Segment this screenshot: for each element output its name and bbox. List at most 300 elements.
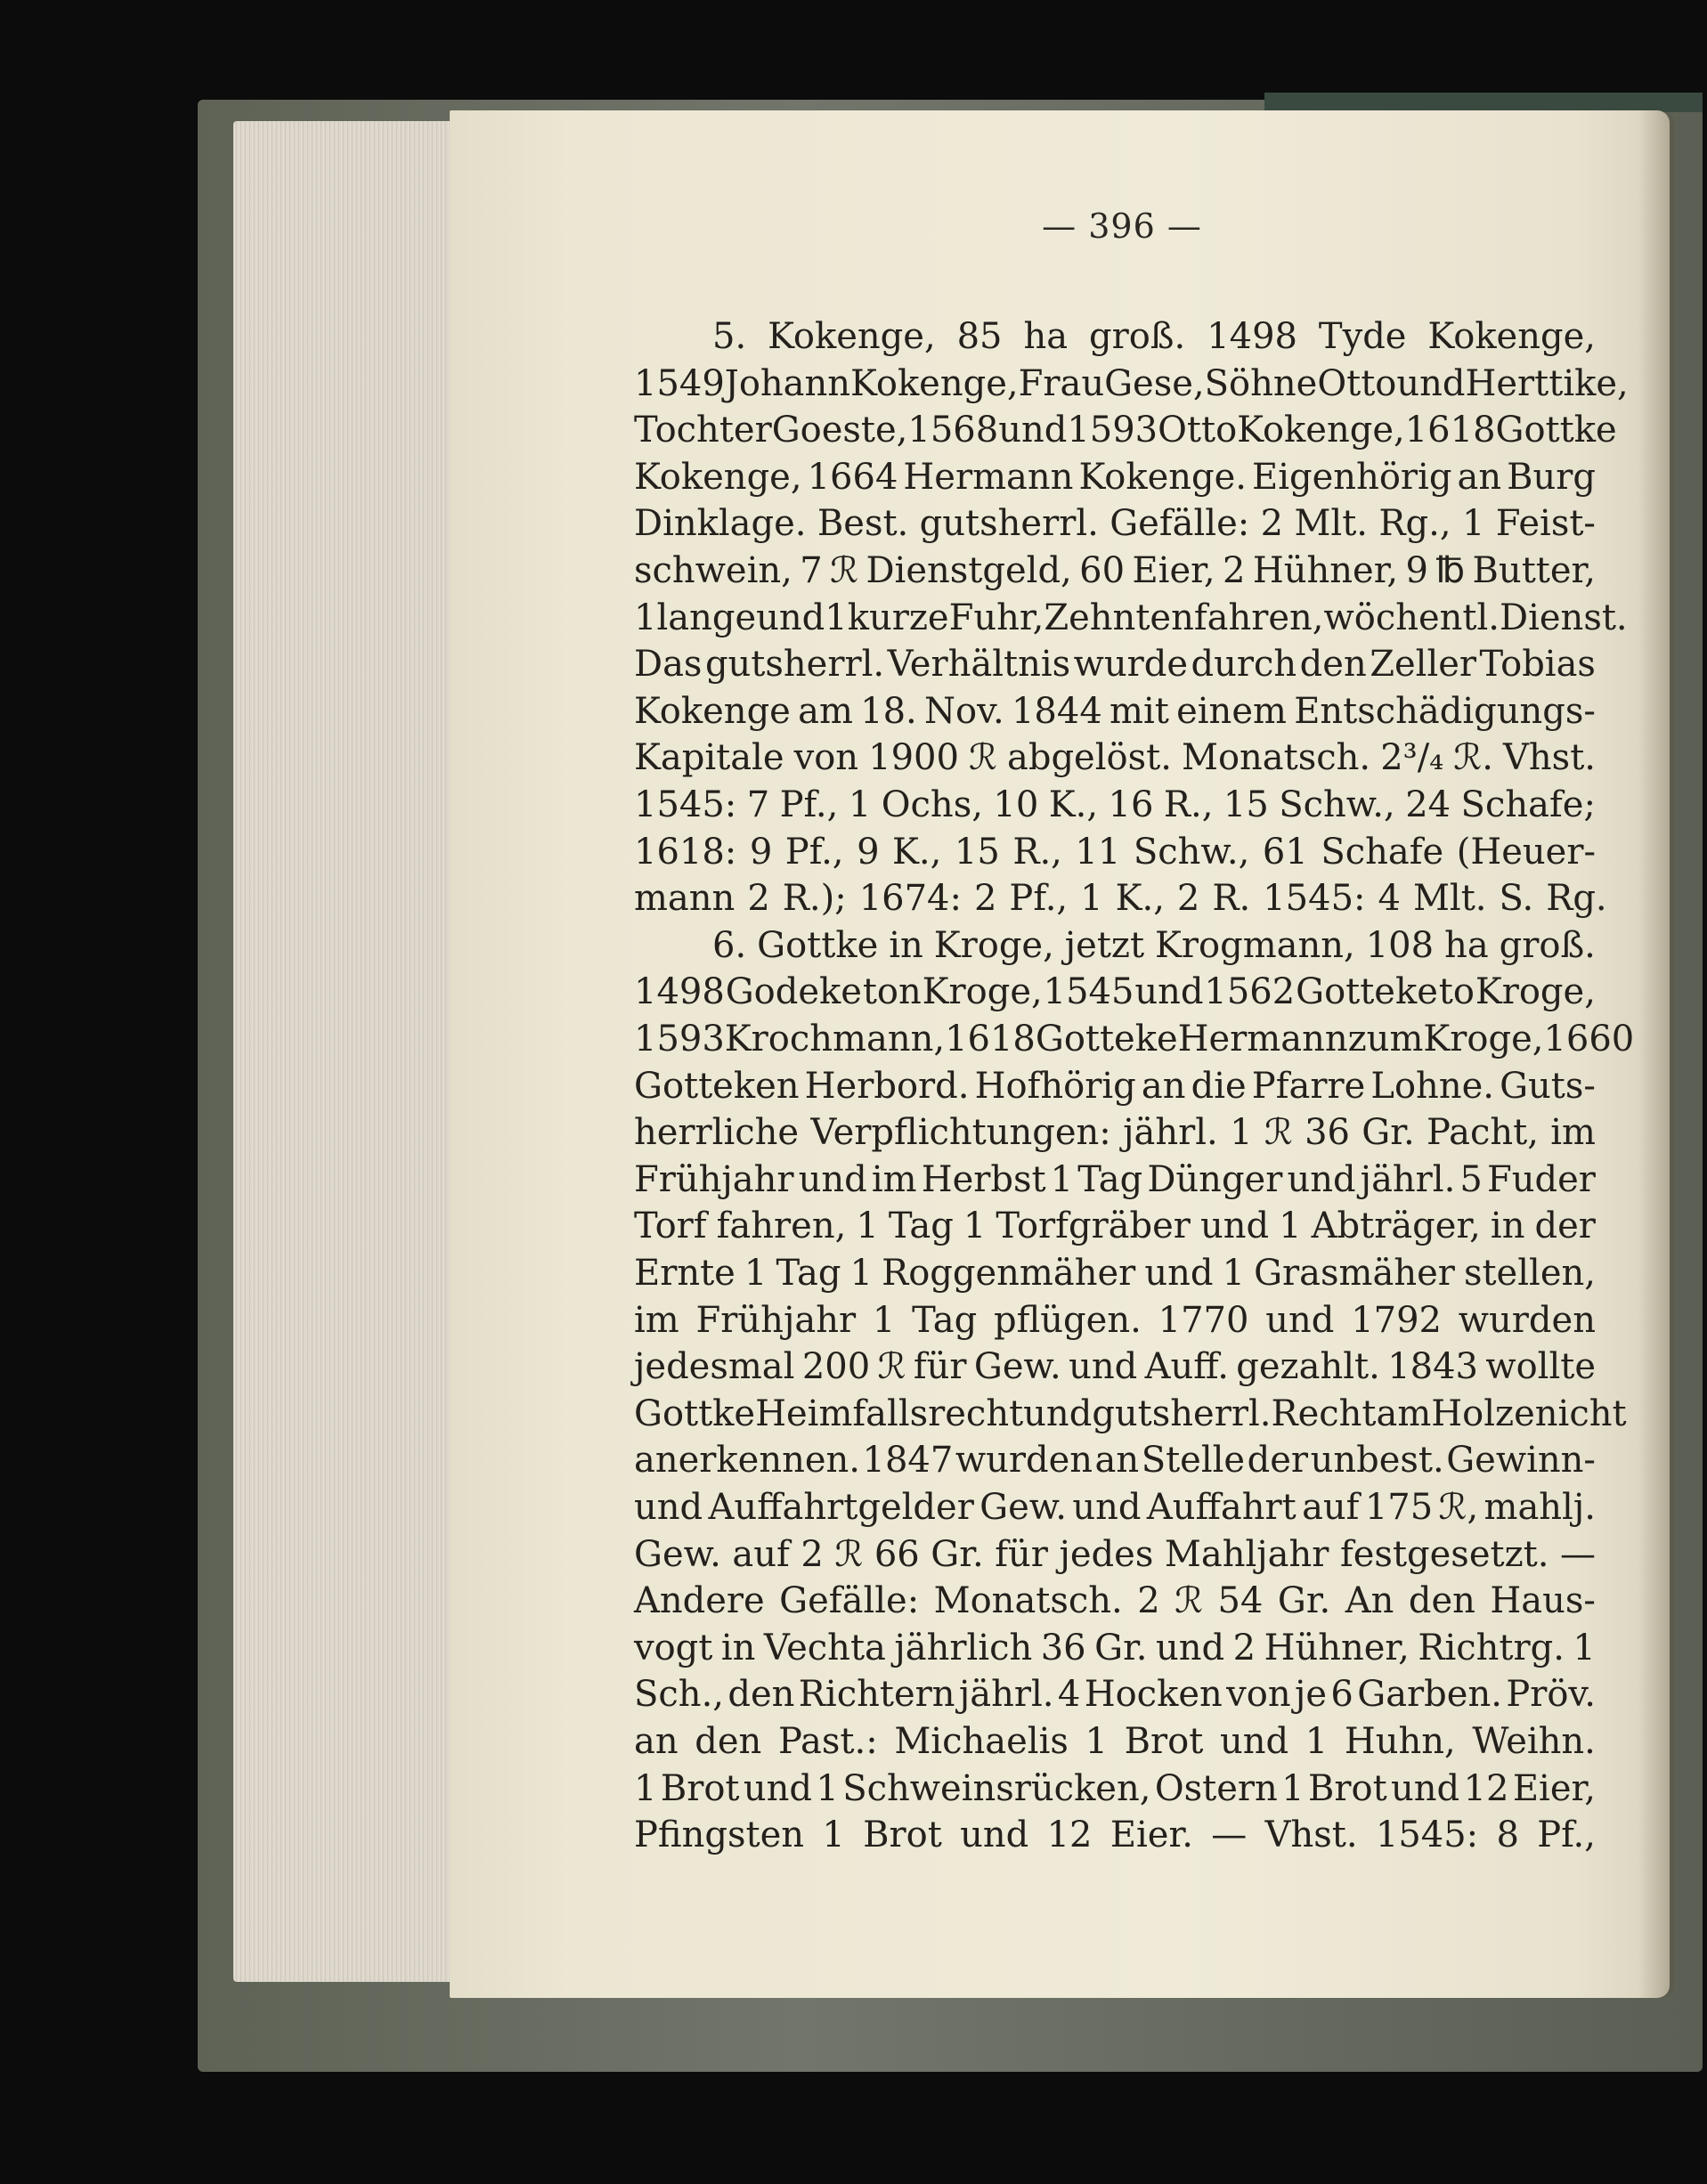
text-word: 5. bbox=[712, 316, 747, 357]
text-word: Gefälle: bbox=[1110, 503, 1250, 545]
text-word: Gr. bbox=[1277, 1580, 1331, 1622]
text-word: Pf., bbox=[779, 784, 839, 825]
text-word: und bbox=[1156, 1627, 1225, 1668]
text-word: 15 bbox=[1223, 784, 1269, 825]
text-word: durch bbox=[1191, 644, 1297, 686]
text-word: 8 bbox=[1496, 1815, 1519, 1856]
text-word: Godeke bbox=[725, 971, 862, 1013]
text-word: 1618 bbox=[945, 1019, 1036, 1060]
text-word: 4 bbox=[1057, 1674, 1081, 1716]
text-word: 1498 bbox=[634, 971, 725, 1013]
text-word: Weihn. bbox=[1472, 1721, 1596, 1762]
text-line bbox=[634, 1297, 1596, 1344]
text-word: Michaelis bbox=[894, 1721, 1069, 1762]
text-word: Auffahrt bbox=[1146, 1487, 1297, 1528]
text-word: Gottke bbox=[634, 1392, 756, 1434]
text-line bbox=[634, 829, 1596, 875]
text-word: Dienst. bbox=[1500, 597, 1628, 638]
text-word: to bbox=[1438, 971, 1475, 1013]
text-word: Eier. bbox=[1110, 1815, 1193, 1856]
text-word: Kokenge, bbox=[1237, 410, 1405, 451]
text-word: Mlt. bbox=[1294, 503, 1369, 545]
text-word: Holze bbox=[1431, 1392, 1535, 1434]
text-word: S. bbox=[1499, 878, 1534, 920]
text-word: Kapitale bbox=[634, 737, 784, 779]
text-word: 66 bbox=[874, 1533, 920, 1575]
text-word: Auffahrtgelder bbox=[708, 1487, 974, 1528]
text-word: 9 bbox=[749, 831, 773, 873]
text-word: 11 bbox=[1075, 831, 1121, 873]
text-word: Burg bbox=[1507, 456, 1596, 498]
text-word: am bbox=[798, 690, 853, 732]
text-word: Verhältnis bbox=[887, 644, 1071, 686]
text-word: Krogmann, bbox=[1155, 924, 1355, 966]
text-word: 1545: bbox=[634, 784, 737, 825]
text-word: 15 bbox=[954, 831, 1000, 873]
text-word: 1770 bbox=[1158, 1299, 1249, 1341]
text-word: und bbox=[1144, 1253, 1214, 1294]
text-word: Roggenmäher bbox=[882, 1253, 1136, 1294]
text-word: Gotteken bbox=[634, 1065, 800, 1107]
text-word: 108 bbox=[1365, 924, 1435, 966]
text-word: Pröv. bbox=[1506, 1674, 1596, 1716]
text-word: 1 bbox=[849, 1253, 873, 1294]
text-word: ℛ, bbox=[1438, 1487, 1479, 1528]
text-word: und bbox=[1219, 1721, 1289, 1762]
text-word: den bbox=[1299, 644, 1367, 686]
text-word: und bbox=[634, 1487, 703, 1528]
text-word: 1545: bbox=[1263, 878, 1366, 920]
text-word: Tobias bbox=[1479, 644, 1596, 686]
text-word: Garben. bbox=[1357, 1674, 1502, 1716]
text-line bbox=[634, 548, 1596, 594]
text-word: 1 bbox=[1461, 503, 1485, 545]
text-word: Gr. bbox=[1362, 1112, 1415, 1154]
text-word: 175 bbox=[1364, 1487, 1434, 1528]
text-word: im bbox=[871, 1158, 917, 1200]
text-word: Brot bbox=[660, 1767, 740, 1809]
text-word: Vechta bbox=[763, 1627, 886, 1668]
text-word: 1 bbox=[856, 1206, 879, 1247]
text-word: der bbox=[1534, 1206, 1596, 1247]
text-word: Brot bbox=[1307, 1767, 1387, 1809]
text-word: an bbox=[1457, 456, 1502, 498]
text-word: lange bbox=[656, 597, 757, 638]
text-word: Eier, bbox=[1132, 550, 1215, 591]
text-word: im bbox=[1550, 1112, 1596, 1154]
text-word: Söhne bbox=[1204, 362, 1318, 404]
text-word: Krochmann, bbox=[724, 1019, 946, 1060]
text-word: für bbox=[913, 1346, 967, 1388]
text-word: fahren, bbox=[716, 1206, 847, 1247]
text-word: Haus- bbox=[1490, 1580, 1596, 1622]
text-word: Richtern bbox=[798, 1674, 955, 1716]
text-word: Gottke bbox=[1495, 410, 1617, 451]
text-word: Tag bbox=[888, 1206, 954, 1247]
text-word: Verpflichtungen: bbox=[810, 1112, 1111, 1154]
text-word: Gr. bbox=[1094, 1627, 1148, 1668]
text-word: Nov. bbox=[924, 690, 1004, 732]
text-word: Fuder bbox=[1486, 1158, 1596, 1200]
text-word: K., bbox=[1115, 878, 1165, 920]
text-word: 1545: bbox=[1375, 1815, 1479, 1856]
text-word: 1660 bbox=[1543, 1019, 1635, 1060]
text-word: Tag bbox=[1077, 1158, 1143, 1200]
text-word: nicht bbox=[1534, 1392, 1627, 1434]
text-word: 1 bbox=[1085, 1721, 1108, 1762]
text-word: und bbox=[1396, 362, 1466, 404]
text-word: Eier, bbox=[1512, 1767, 1596, 1809]
text-word: Gotteke bbox=[1296, 971, 1438, 1013]
text-word: 2 bbox=[747, 878, 770, 920]
text-word: 1 bbox=[1222, 1253, 1246, 1294]
text-word: Gr. bbox=[931, 1533, 984, 1575]
text-line bbox=[634, 1437, 1596, 1483]
text-word: 1843 bbox=[1387, 1346, 1478, 1388]
text-word: anerkennen. bbox=[634, 1440, 860, 1482]
text-word: 1844 bbox=[1011, 690, 1102, 732]
text-word: Hermann bbox=[1177, 1019, 1348, 1060]
text-line bbox=[634, 1578, 1596, 1624]
text-word: zum bbox=[1347, 1019, 1424, 1060]
text-word: 1 bbox=[1279, 1206, 1302, 1247]
text-line bbox=[634, 1344, 1596, 1390]
text-word: und bbox=[1287, 1158, 1356, 1200]
text-word: groß. bbox=[1089, 316, 1186, 357]
text-word: pflügen. bbox=[994, 1299, 1142, 1341]
text-word: von bbox=[1226, 1674, 1291, 1716]
text-word: und bbox=[960, 1815, 1029, 1856]
text-word: jedesmal bbox=[634, 1346, 795, 1388]
text-line bbox=[634, 1625, 1596, 1671]
text-word: 1 bbox=[744, 1253, 768, 1294]
text-line bbox=[634, 407, 1617, 453]
text-word: Pfarre bbox=[1251, 1065, 1366, 1107]
text-word: den bbox=[695, 1721, 762, 1762]
text-word: Hermann bbox=[903, 456, 1074, 498]
text-word: An bbox=[1345, 1580, 1394, 1622]
text-word: herrliche bbox=[634, 1112, 800, 1154]
text-word: 1568 bbox=[907, 410, 999, 451]
text-word: Gotteke bbox=[1035, 1019, 1178, 1060]
text-word: 2 bbox=[801, 1533, 824, 1575]
text-word: Herbord. bbox=[804, 1065, 970, 1107]
text-word: Tag bbox=[912, 1299, 978, 1341]
text-word: Herbst bbox=[921, 1158, 1046, 1200]
text-word: jährl. bbox=[1123, 1112, 1218, 1154]
text-line bbox=[634, 1016, 1635, 1062]
text-word: 6 bbox=[1330, 1674, 1353, 1716]
text-word: Goeste, bbox=[771, 410, 908, 451]
text-word: Hocken bbox=[1084, 1674, 1223, 1716]
text-word: und bbox=[1391, 1767, 1460, 1809]
text-word: 6. bbox=[712, 924, 747, 966]
text-word: Gese, bbox=[1104, 362, 1205, 404]
text-word: 2 bbox=[1232, 1627, 1256, 1668]
text-word: der bbox=[1247, 1440, 1309, 1482]
text-word: 12 bbox=[1046, 1815, 1093, 1856]
text-word: 1618 bbox=[1404, 410, 1496, 451]
text-word: 4 bbox=[1378, 878, 1401, 920]
text-line bbox=[634, 1766, 1596, 1812]
text-word: Kroge, bbox=[933, 924, 1054, 966]
text-word: ℛ. bbox=[1453, 737, 1493, 779]
text-word: Johann bbox=[724, 362, 851, 404]
text-word: Feist- bbox=[1495, 503, 1596, 545]
text-word: Schafe bbox=[1321, 831, 1444, 873]
cover-edge bbox=[1264, 93, 1703, 112]
text-word: 1 bbox=[1080, 878, 1103, 920]
text-word: R. bbox=[1212, 878, 1251, 920]
text-word: Frühjahr bbox=[634, 1158, 794, 1200]
text-word: 54 bbox=[1217, 1580, 1264, 1622]
text-line bbox=[634, 1531, 1596, 1578]
text-word: Monatsch. bbox=[933, 1580, 1123, 1622]
text-word: und bbox=[1134, 971, 1204, 1013]
text-word: in bbox=[720, 1627, 756, 1668]
text-word: 5 bbox=[1459, 1158, 1483, 1200]
text-word: ℛ bbox=[969, 737, 997, 779]
text-word: Dünger bbox=[1147, 1158, 1283, 1200]
text-line bbox=[712, 313, 1596, 360]
text-word: Kokenge, bbox=[1427, 316, 1596, 357]
text-word: gutsherrl. bbox=[919, 503, 1099, 545]
text-word: Kokenge. bbox=[1078, 456, 1247, 498]
text-word: Gew. bbox=[979, 1487, 1068, 1528]
text-word: Pf., bbox=[1009, 878, 1069, 920]
text-word: groß. bbox=[1499, 924, 1596, 966]
text-word: ℛ bbox=[877, 1346, 906, 1388]
text-word: gezahlt. bbox=[1236, 1346, 1380, 1388]
text-line bbox=[712, 922, 1596, 969]
text-word: vogt bbox=[634, 1627, 713, 1668]
text-word: R.); bbox=[782, 878, 847, 920]
text-word: Zeller bbox=[1370, 644, 1477, 686]
text-word: Schweinsrücken, bbox=[842, 1767, 1151, 1809]
text-word: 1 bbox=[1573, 1627, 1596, 1668]
text-word: Huhn, bbox=[1344, 1721, 1456, 1762]
text-word: Ernte bbox=[634, 1253, 736, 1294]
text-word: Fuhr, bbox=[948, 597, 1045, 638]
text-word: und bbox=[1072, 1487, 1142, 1528]
text-word: Lohne. bbox=[1370, 1065, 1494, 1107]
text-word: 2 bbox=[973, 878, 997, 920]
text-word: jährlich bbox=[894, 1627, 1033, 1668]
text-word: 1562 bbox=[1204, 971, 1296, 1013]
text-word: Recht bbox=[1271, 1392, 1377, 1434]
text-word: Grasmäher bbox=[1254, 1253, 1455, 1294]
text-word: K., bbox=[1048, 784, 1099, 825]
text-word: 1 bbox=[634, 597, 657, 638]
text-word: mann bbox=[634, 878, 736, 920]
text-word: und bbox=[798, 1158, 867, 1200]
text-word: festgesetzt. bbox=[1339, 1533, 1549, 1575]
text-word: und bbox=[1069, 1346, 1138, 1388]
text-word: Monatsch. bbox=[1182, 737, 1371, 779]
text-word: unbest. bbox=[1310, 1440, 1444, 1482]
text-line bbox=[634, 735, 1596, 781]
text-word: Tochter bbox=[634, 410, 772, 451]
text-word: Ochs, bbox=[881, 784, 983, 825]
text-word: 2 bbox=[1137, 1580, 1160, 1622]
text-word: Otto bbox=[1317, 362, 1397, 404]
text-word: ha bbox=[1444, 924, 1489, 966]
text-word: Frühjahr bbox=[695, 1299, 857, 1341]
text-word: Best. bbox=[817, 503, 909, 545]
text-word: Pacht, bbox=[1427, 1112, 1539, 1154]
text-word: Kroge, bbox=[922, 971, 1043, 1013]
text-word: für bbox=[995, 1533, 1048, 1575]
text-word: Entschädigungs- bbox=[1294, 690, 1596, 732]
text-word: 1498 bbox=[1207, 316, 1297, 357]
text-word: je bbox=[1294, 1674, 1328, 1716]
text-word: auf bbox=[732, 1533, 790, 1575]
text-word: fahren, bbox=[1193, 597, 1324, 638]
text-word: Frau bbox=[1018, 362, 1105, 404]
text-word: wurden bbox=[955, 1440, 1093, 1482]
text-word: auf bbox=[1302, 1487, 1360, 1528]
text-word: abgelöst. bbox=[1007, 737, 1172, 779]
text-word: Hofhörig bbox=[974, 1065, 1136, 1107]
text-word: 1 bbox=[872, 1299, 896, 1341]
text-line bbox=[634, 1063, 1596, 1109]
text-line bbox=[634, 969, 1596, 1015]
text-word: Vhst. bbox=[1503, 737, 1596, 779]
text-line bbox=[634, 454, 1596, 500]
text-word: Dienstgeld, bbox=[866, 550, 1072, 591]
text-line bbox=[634, 1484, 1596, 1530]
text-word: stellen, bbox=[1463, 1253, 1596, 1294]
text-word: Rg., bbox=[1378, 503, 1451, 545]
text-word: und bbox=[756, 597, 825, 638]
text-word: Andere bbox=[634, 1580, 765, 1622]
text-word: Kokenge bbox=[634, 690, 791, 732]
text-word: Torf bbox=[634, 1206, 707, 1247]
text-word: 1618: bbox=[634, 831, 737, 873]
text-word: Tag bbox=[776, 1253, 841, 1294]
text-word: Gew. bbox=[973, 1346, 1061, 1388]
text-word: mahlj. bbox=[1483, 1487, 1596, 1528]
text-word: (Heuer- bbox=[1456, 831, 1596, 873]
text-word: Ostern bbox=[1154, 1767, 1278, 1809]
text-word: R., bbox=[1012, 831, 1062, 873]
text-word: Gefälle: bbox=[779, 1580, 920, 1622]
text-line bbox=[634, 782, 1596, 828]
text-word: Richtrg. bbox=[1418, 1627, 1565, 1668]
text-word: 1593 bbox=[634, 1019, 725, 1060]
text-word: 24 bbox=[1405, 784, 1451, 825]
text-word: jedes bbox=[1059, 1533, 1154, 1575]
text-word: Hühner, bbox=[1252, 550, 1399, 591]
text-word: 16 bbox=[1108, 784, 1154, 825]
text-word: Otto bbox=[1158, 410, 1238, 451]
text-word: Rg. bbox=[1546, 878, 1607, 920]
page-gutter-shadow bbox=[1638, 110, 1674, 1998]
text-line bbox=[634, 1812, 1596, 1858]
text-word: Zehnten bbox=[1044, 597, 1194, 638]
text-word: Pf., bbox=[784, 831, 844, 873]
text-word: Tyde bbox=[1318, 316, 1407, 357]
text-word: 1593 bbox=[1067, 410, 1158, 451]
text-word: jährl. bbox=[958, 1674, 1054, 1716]
text-word: und bbox=[998, 410, 1068, 451]
text-line bbox=[634, 1203, 1596, 1249]
text-word: 1 bbox=[848, 784, 872, 825]
text-word: 1 bbox=[1230, 1112, 1253, 1154]
text-word: an bbox=[634, 1721, 679, 1762]
text-line bbox=[634, 500, 1596, 547]
page-number: — 396 — bbox=[1042, 207, 1202, 246]
text-word: jetzt bbox=[1064, 924, 1145, 966]
text-word: 2 bbox=[1176, 878, 1200, 920]
text-word: 10 bbox=[993, 784, 1039, 825]
text-word: 7 bbox=[746, 784, 770, 825]
text-word: 61 bbox=[1262, 831, 1308, 873]
text-word: — bbox=[1211, 1815, 1248, 1856]
text-word: im bbox=[634, 1299, 679, 1341]
text-word: 1674: bbox=[858, 878, 962, 920]
text-word: mit bbox=[1110, 690, 1169, 732]
text-word: ha bbox=[1023, 316, 1069, 357]
text-word: Dinklage. bbox=[634, 503, 807, 545]
text-word: Eigenhörig bbox=[1252, 456, 1452, 498]
text-word: 1 bbox=[822, 1815, 845, 1856]
text-word: 36 bbox=[1040, 1627, 1086, 1668]
text-word: Kroge, bbox=[1475, 971, 1596, 1013]
text-word: 1 bbox=[1305, 1721, 1329, 1762]
text-word: Kokenge, bbox=[850, 362, 1019, 404]
text-line bbox=[634, 1109, 1596, 1156]
page-edges bbox=[233, 121, 458, 1982]
text-word: wurde bbox=[1073, 644, 1189, 686]
text-word: Abträger, bbox=[1311, 1206, 1481, 1247]
text-line bbox=[634, 688, 1596, 735]
text-word: Gottke bbox=[757, 924, 879, 966]
text-word: wurden bbox=[1458, 1299, 1596, 1341]
text-word: Vhst. bbox=[1264, 1815, 1358, 1856]
text-line bbox=[634, 875, 1607, 922]
text-word: 36 bbox=[1305, 1112, 1350, 1154]
text-word: 2 bbox=[1260, 503, 1284, 545]
text-word: 200 bbox=[801, 1346, 871, 1388]
text-word: an bbox=[1094, 1440, 1140, 1482]
text-word: 1900 bbox=[868, 737, 959, 779]
text-word: 1 bbox=[1050, 1158, 1074, 1200]
text-word: 1792 bbox=[1351, 1299, 1442, 1341]
text-word: Butter, bbox=[1472, 550, 1596, 591]
text-word: gutsherrl. bbox=[1092, 1392, 1272, 1434]
text-word: Pfingsten bbox=[634, 1815, 804, 1856]
text-word: 1 bbox=[963, 1206, 987, 1247]
text-word: 12 bbox=[1463, 1767, 1509, 1809]
text-word: 1664 bbox=[807, 456, 898, 498]
text-word: Brot bbox=[1124, 1721, 1204, 1762]
text-word: Guts- bbox=[1500, 1065, 1596, 1107]
text-word: wöchentl. bbox=[1323, 597, 1500, 638]
text-word: ton bbox=[862, 971, 922, 1013]
text-line bbox=[634, 1718, 1596, 1765]
text-word: Sch., bbox=[634, 1674, 724, 1716]
text-word: 9 bbox=[857, 831, 880, 873]
text-word: Mlt. bbox=[1412, 878, 1487, 920]
text-word: 1 bbox=[816, 1767, 839, 1809]
text-line bbox=[634, 1250, 1596, 1296]
text-word: am bbox=[1376, 1392, 1432, 1434]
text-word: — bbox=[1560, 1533, 1596, 1575]
text-word: Stelle bbox=[1141, 1440, 1246, 1482]
text-word: 1545 bbox=[1043, 971, 1134, 1013]
text-word: 18. bbox=[860, 690, 917, 732]
